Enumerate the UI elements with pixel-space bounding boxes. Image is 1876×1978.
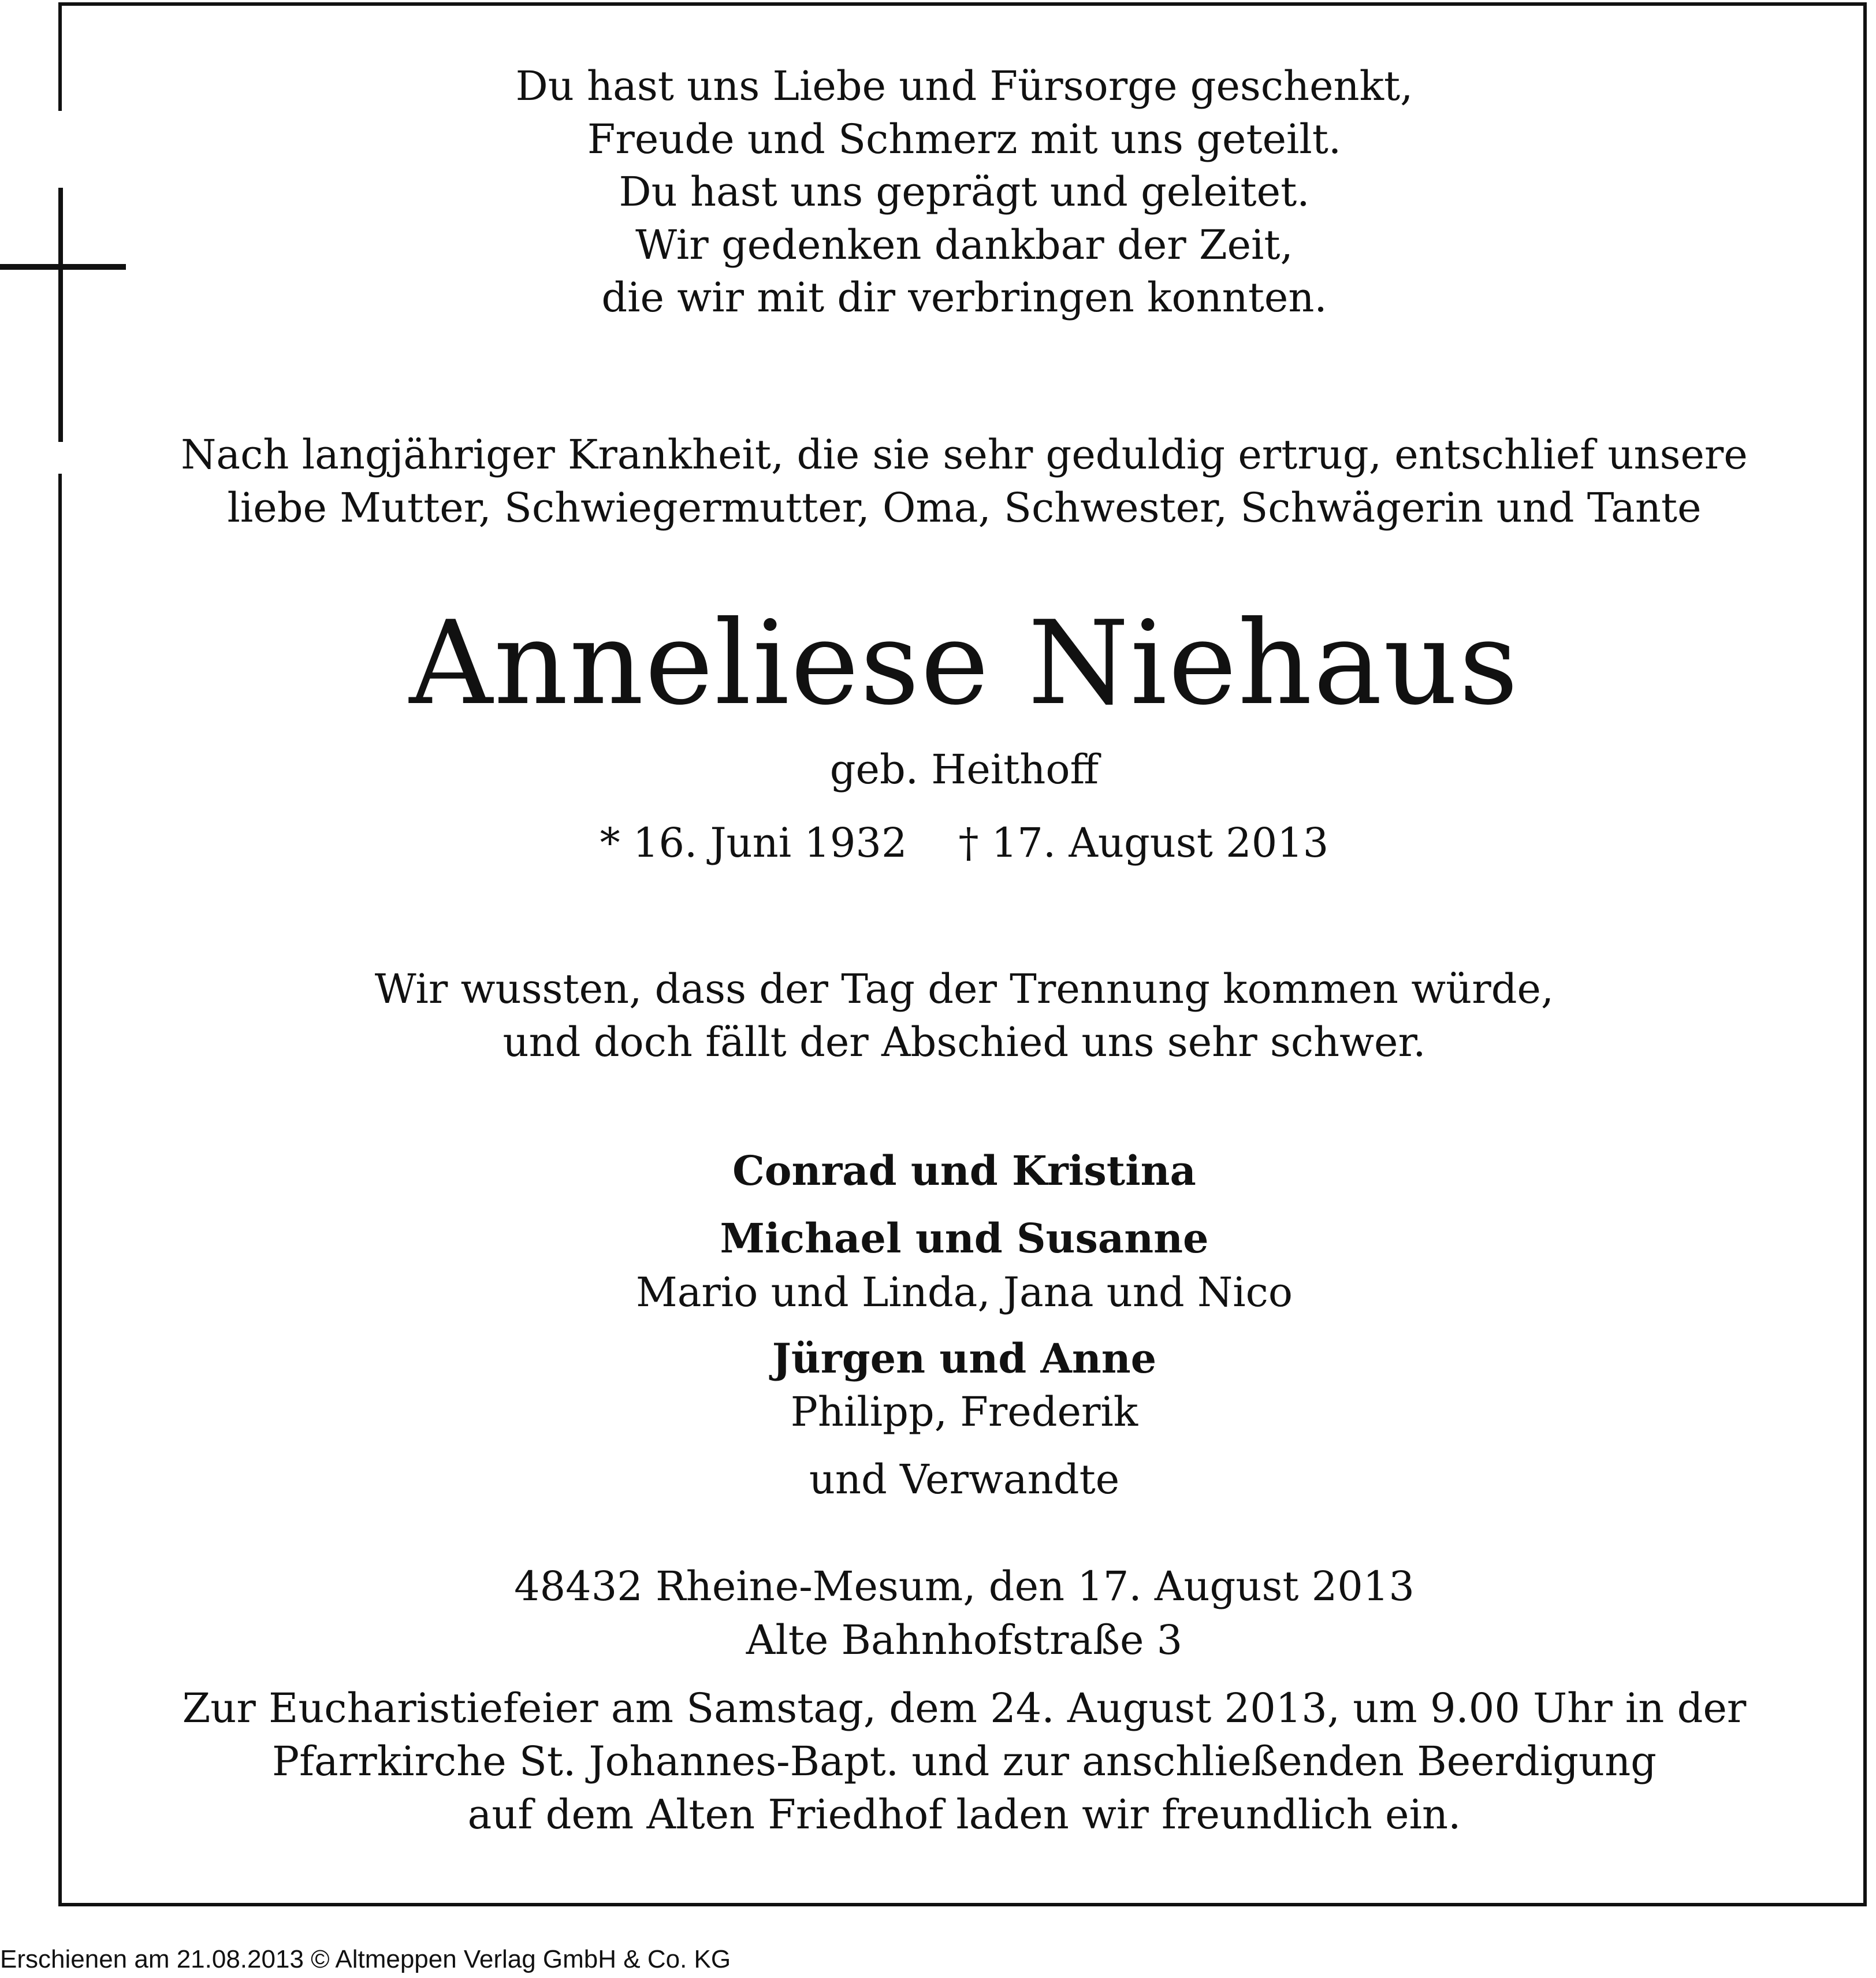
poem-line-1: Du hast uns Liebe und Fürsorge geschenkt,: [515, 62, 1413, 110]
poem-line-2: Freude und Schmerz mit uns geteilt.: [587, 116, 1342, 163]
deceased-name: Anneliese Niehaus: [409, 596, 1520, 731]
life-dates: * 16. Juni 1932 † 17. August 2013: [600, 819, 1329, 867]
service-line-2: Pfarrkirche St. Johannes-Bapt. und zur anschließenden Beerdigung: [272, 1738, 1657, 1785]
farewell-line-2: und doch fällt der Abschied uns sehr schwer.: [502, 1018, 1426, 1066]
grandchildren-michael-susanne: Mario und Linda, Jana und Nico: [636, 1269, 1293, 1316]
poem-line-3: Du hast uns geprägt und geleitet.: [619, 168, 1310, 215]
poem-line-5: die wir mit dir verbringen konnten.: [601, 274, 1327, 321]
service-line-3: auf dem Alten Friedhof laden wir freundlich ein.: [467, 1791, 1461, 1838]
address-place-date: 48432 Rheine-Mesum, den 17. August 2013: [514, 1563, 1415, 1610]
intro-line-1: Nach langjähriger Krankheit, die sie sehr geduldig ertrug, entschlief unsere: [181, 431, 1748, 478]
farewell-line-1: Wir wussten, dass der Tag der Trennung kommen würde,: [374, 965, 1554, 1013]
poem-line-4: Wir gedenken dankbar der Zeit,: [635, 221, 1293, 269]
mourner-michael-susanne: Michael und Susanne: [720, 1214, 1209, 1262]
intro-line-2: liebe Mutter, Schwiegermutter, Oma, Schwester, Schwägerin und Tante: [227, 484, 1702, 531]
relatives: und Verwandte: [809, 1456, 1120, 1503]
grandchildren-juergen-anne: Philipp, Frederik: [790, 1388, 1138, 1436]
mourner-juergen-anne: Jürgen und Anne: [772, 1334, 1157, 1382]
publication-footer: Erschienen am 21.08.2013 © Altmeppen Verlag GmbH & Co. KG: [0, 1945, 731, 1973]
mourner-conrad-kristina: Conrad und Kristina: [732, 1147, 1196, 1195]
service-line-1: Zur Eucharistiefeier am Samstag, dem 24. August 2013, um 9.00 Uhr in der: [182, 1685, 1747, 1732]
address-street: Alte Bahnhofstraße 3: [746, 1616, 1183, 1664]
maiden-name: geb. Heithoff: [829, 746, 1099, 793]
